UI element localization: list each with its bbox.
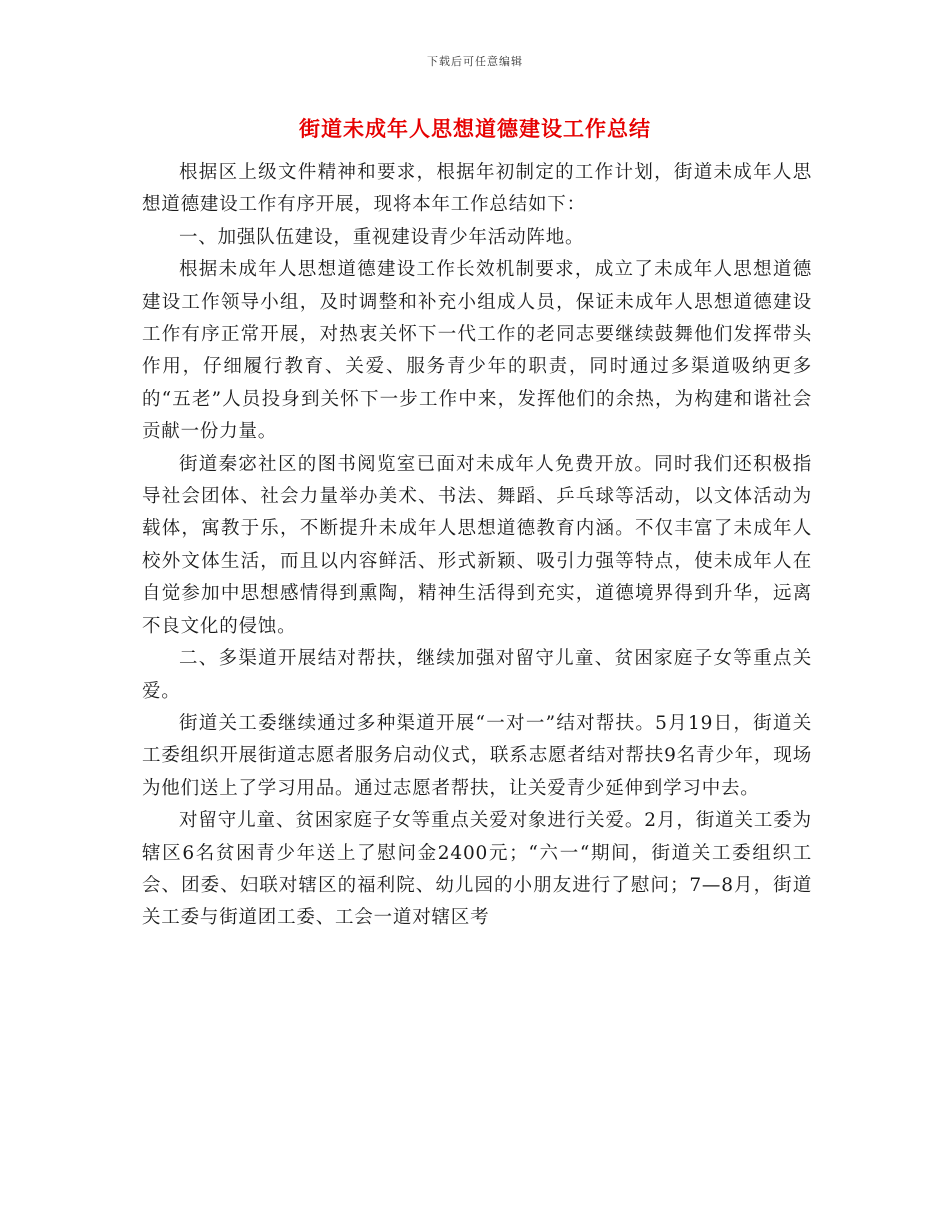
document-body (142, 157, 812, 935)
section-heading-2: 二、多渠道开展结对帮扶，继续加强对留守儿童、贫困家庭子女等重点关爱。 (142, 648, 812, 702)
paragraph-intro: 根据区上级文件精神和要求，根据年初制定的工作计划，街道未成年人思想道德建设工作有序开展，现将本年工作总结如下： (142, 162, 812, 216)
paragraph-team-building: 根据未成年人思想道德建设工作长效机制要求，成立了未成年人思想道德建设工作领导小组，及时调整和补充小组成人员，保证未成年人思想道德建设工作有序正常开展，对热衷关怀下一代工作的老同志要继续鼓舞他们发挥带头作用，仔细履行教育、关爱、服务青少年的职责，同时通过多渠道吸纳更多的“五老”人员投身到关怀下一步工作中来，发挥他们的余热，为构建和谐社会贡献一份力量。 (142, 259, 812, 443)
section-heading-1: 一、加强队伍建设，重视建设青少年活动阵地。 (179, 226, 585, 248)
document-title: 街道未成年人思想道德建设工作总结 (299, 117, 651, 141)
paragraph-one-to-one: 街道关工委继续通过多种渠道开展“一对一”结对帮扶。5月19日，街道关工委组织开展街道志愿者服务启动仪式，联系志愿者结对帮扶9名青少年，现场为他们送上了学习用品。通过志愿者帮扶，让关爱青少延伸到学习中去。 (142, 712, 812, 799)
paragraph-reading-room: 街道秦宓社区的图书阅览室已面对未成年人免费开放。同时我们还积极指导社会团体、社会力量举办美术、书法、舞蹈、乒乓球等活动，以文体活动为载体，寓教于乐，不断提升未成年人思想道德教育内涵。不仅丰富了未成年人校外文体生活，而且以内容鲜活、形式新颖、吸引力强等特点，使未成年人在自觉参加中思想感情得到熏陶，精神生活得到充实，道德境界得到升华，远离不良文化的侵蚀。 (142, 453, 812, 637)
header-note: 下载后可任意编辑 (427, 55, 523, 68)
paragraph-key-care: 对留守儿童、贫困家庭子女等重点关爱对象进行关爱。2月，街道关工委为辖区6名贫困青少年送上了慰问金2400元；“六一“期间，街道关工委组织工会、团委、妇联对辖区的福利院、幼儿园的小朋友进行了慰问；7—8月，街道关工委与街道团工委、工会一道对辖区考 (142, 810, 812, 929)
